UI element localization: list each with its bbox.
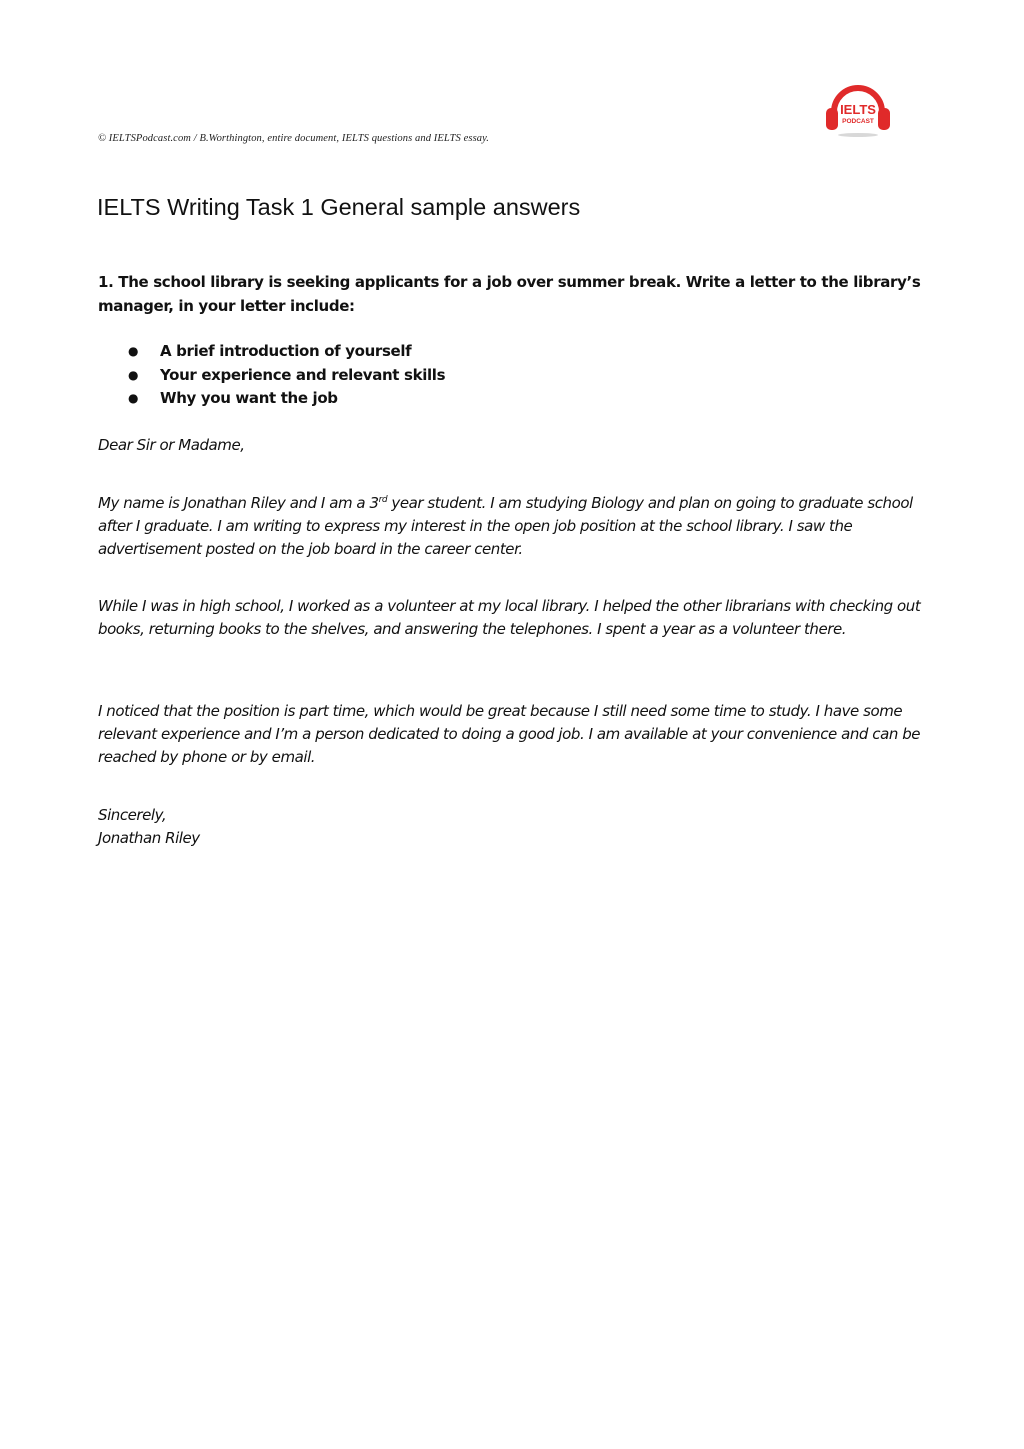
letter-salutation: Dear Sir or Madame, <box>98 436 245 454</box>
letter-signature: Jonathan Riley <box>98 829 200 847</box>
bullet-text: A brief introduction of yourself <box>160 342 412 360</box>
bullet-text: Your experience and relevant skills <box>160 365 446 384</box>
letter-paragraph-1 <box>98 492 938 561</box>
question-bullet-list <box>98 340 445 411</box>
letter-paragraph-1-rest: year student. I am studying Biology and plan on going to graduate school after I graduate. I am writing to express my interest in the open job position at the school library. I saw the advertisement posted on the job board in the career center. <box>98 494 913 558</box>
page-title: IELTS Writing Task 1 General sample answers <box>97 194 581 220</box>
letter-closing: Sincerely, <box>98 806 167 824</box>
bullet-icon: ● <box>128 367 139 382</box>
bullet-text: Why you want the job <box>160 389 338 407</box>
letter-paragraph-3: I noticed that the position is part time, which would be great because I still need some time to study. I have some relevant experience and I’m a person dedicated to doing a good job. I am available at your convenience and can be reached by phone or by email. <box>98 702 921 766</box>
letter-paragraph-2: While I was in high school, I worked as a volunteer at my local library. I helped the other librarians with checking out books, returning books to the shelves, and answering the telephones. I spent a year as a volunteer there. <box>98 597 921 638</box>
list-item <box>98 340 445 364</box>
logo-text-podcast: PODCAST <box>842 118 874 125</box>
logo-text-ielts: IELTS <box>840 102 876 117</box>
copyright-notice: © IELTSPodcast.com / B.Worthington, entire document, IELTS questions and IELTS essay. <box>98 133 490 144</box>
bullet-icon: ● <box>128 391 139 405</box>
bullet-icon: ● <box>128 344 139 358</box>
list-item <box>98 364 445 388</box>
ielts-podcast-logo <box>822 74 894 138</box>
ordinal-suffix: rd <box>378 495 388 505</box>
headphones-logo-icon <box>822 74 894 138</box>
question-prompt: 1. The school library is seeking applicants for a job over summer break. Write a letter to the library’s manager, in your letter include: <box>98 273 921 315</box>
letter-paragraph-1-start: My name is Jonathan Riley and I am a 3 <box>98 494 379 512</box>
list-item <box>98 387 445 411</box>
